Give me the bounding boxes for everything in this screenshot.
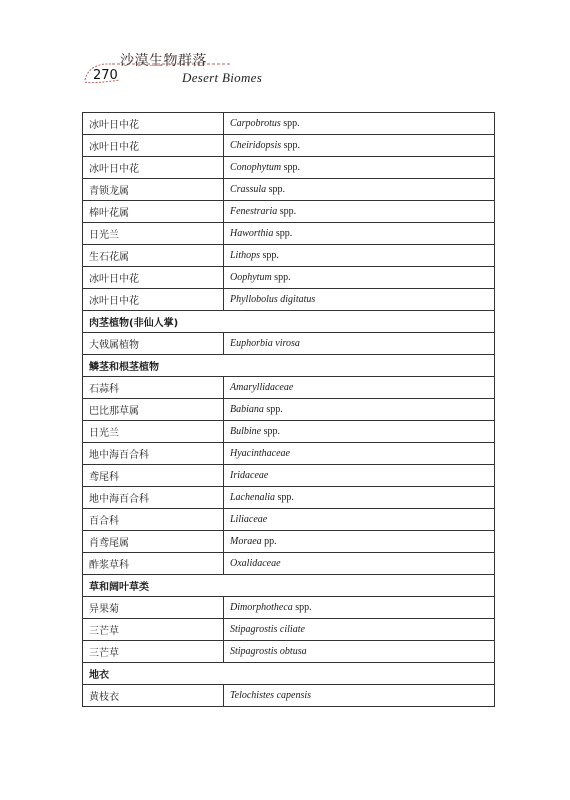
chinese-name-cell: 三芒草: [83, 619, 224, 641]
latin-suffix: spp.: [271, 272, 291, 283]
latin-genus: Phyllobolus digitatus: [230, 294, 316, 305]
table-row: [83, 267, 495, 289]
book-subtitle: Desert Biomes: [182, 70, 263, 85]
table-row: [83, 487, 495, 509]
table-row: [83, 531, 495, 553]
category-row: [83, 575, 495, 597]
category-heading: 草和阔叶草类: [83, 575, 495, 597]
latin-name-cell: [224, 619, 495, 641]
category-heading: 鳞茎和根茎植物: [83, 355, 495, 377]
latin-suffix: spp.: [292, 602, 312, 613]
chinese-name-cell: 日光兰: [83, 421, 224, 443]
latin-genus: Fenestraria: [230, 206, 278, 217]
chinese-name-cell: 异果菊: [83, 597, 224, 619]
table-row: [83, 509, 495, 531]
latin-genus: Telochistes capensis: [230, 690, 312, 701]
latin-name-cell: [224, 641, 495, 663]
chinese-name-cell: 青锁龙属: [83, 179, 224, 201]
latin-suffix: spp.: [263, 404, 283, 415]
latin-suffix: spp.: [275, 492, 294, 503]
table-row: [83, 399, 495, 421]
latin-name-cell: [224, 509, 495, 531]
chinese-name-cell: 冰叶日中花: [83, 135, 224, 157]
chinese-name-cell: 冰叶日中花: [83, 113, 224, 135]
table-row: [83, 201, 495, 223]
chinese-name-cell: 棒叶花属: [83, 201, 224, 223]
latin-suffix: spp.: [277, 206, 297, 217]
latin-suffix: spp.: [273, 228, 293, 239]
latin-genus: Conophytum: [230, 162, 282, 173]
table-row: [83, 465, 495, 487]
latin-name-cell: [224, 135, 495, 157]
chinese-name-cell: 生石花属: [83, 245, 224, 267]
latin-genus: Lachenalia: [230, 492, 275, 503]
chinese-name-cell: 三芒草: [83, 641, 224, 663]
category-row: [83, 311, 495, 333]
latin-name-cell: [224, 157, 495, 179]
table-row: [83, 333, 495, 355]
latin-genus: Oophytum: [230, 272, 272, 283]
latin-suffix: spp.: [280, 118, 300, 129]
latin-genus: Stipagrostis obtusa: [230, 646, 307, 657]
latin-genus: Crassula: [230, 184, 267, 195]
latin-name-cell: [224, 333, 495, 355]
chinese-name-cell: 黄枝衣: [83, 685, 224, 707]
latin-genus: Lithops: [230, 250, 261, 261]
latin-name-cell: [224, 245, 495, 267]
latin-genus: Amaryllidaceae: [230, 382, 294, 393]
table-row: [83, 135, 495, 157]
chinese-name-cell: 巴比那草属: [83, 399, 224, 421]
latin-suffix: spp.: [281, 162, 301, 173]
plant-species-table: [82, 112, 495, 707]
latin-name-cell: [224, 421, 495, 443]
chinese-name-cell: 冰叶日中花: [83, 157, 224, 179]
latin-genus: Cheiridopsis: [230, 140, 282, 151]
table-row: [83, 641, 495, 663]
book-title: 沙漠生物群落: [120, 53, 207, 69]
table-row: [83, 619, 495, 641]
chinese-name-cell: 冰叶日中花: [83, 289, 224, 311]
table-row: [83, 443, 495, 465]
latin-name-cell: [224, 685, 495, 707]
chinese-name-cell: 鸢尾科: [83, 465, 224, 487]
latin-name-cell: [224, 289, 495, 311]
latin-name-cell: [224, 443, 495, 465]
latin-genus: Stipagrostis ciliate: [230, 624, 305, 635]
table-row: [83, 223, 495, 245]
table-row: [83, 157, 495, 179]
category-row: [83, 355, 495, 377]
chinese-name-cell: 石蒜科: [83, 377, 224, 399]
table-row: [83, 245, 495, 267]
table-row: [83, 113, 495, 135]
chinese-name-cell: 肖鸢尾属: [83, 531, 224, 553]
latin-name-cell: [224, 267, 495, 289]
table-row: [83, 377, 495, 399]
latin-name-cell: [224, 377, 495, 399]
table-row: [83, 597, 495, 619]
header-decoration: [0, 0, 570, 110]
latin-genus: Euphorbia virosa: [230, 338, 300, 349]
latin-name-cell: [224, 465, 495, 487]
latin-name-cell: [224, 487, 495, 509]
page-number: 270: [93, 68, 118, 83]
chinese-name-cell: 地中海百合科: [83, 443, 224, 465]
page-header: [0, 0, 570, 110]
latin-name-cell: [224, 201, 495, 223]
chinese-name-cell: 百合科: [83, 509, 224, 531]
latin-name-cell: [224, 597, 495, 619]
latin-name-cell: [224, 553, 495, 575]
table-body: [83, 113, 495, 707]
table-row: [83, 421, 495, 443]
latin-name-cell: [224, 531, 495, 553]
table-row: [83, 179, 495, 201]
latin-name-cell: [224, 399, 495, 421]
latin-genus: Bulbine: [230, 426, 262, 437]
table-row: [83, 289, 495, 311]
category-heading: 地衣: [83, 663, 495, 685]
table-row: [83, 553, 495, 575]
latin-suffix: spp.: [266, 184, 286, 195]
latin-suffix: spp.: [260, 250, 279, 261]
chinese-name-cell: 大戟属植物: [83, 333, 224, 355]
latin-genus: Liliaceae: [230, 514, 268, 525]
latin-name-cell: [224, 223, 495, 245]
latin-genus: Iridaceae: [230, 470, 269, 481]
latin-genus: Oxalidaceae: [230, 558, 281, 569]
latin-suffix: pp.: [261, 536, 277, 547]
latin-name-cell: [224, 113, 495, 135]
latin-suffix: spp.: [261, 426, 281, 437]
latin-name-cell: [224, 179, 495, 201]
latin-genus: Dimorphotheca: [230, 602, 293, 613]
latin-genus: Moraea: [230, 536, 262, 547]
latin-genus: Babiana: [230, 404, 264, 415]
latin-genus: Haworthia: [230, 228, 274, 239]
table-row: [83, 685, 495, 707]
chinese-name-cell: 日光兰: [83, 223, 224, 245]
latin-genus: Carpobrotus: [230, 118, 281, 129]
chinese-name-cell: 酢浆草科: [83, 553, 224, 575]
latin-genus: Hyacinthaceae: [230, 448, 290, 459]
chinese-name-cell: 地中海百合科: [83, 487, 224, 509]
category-row: [83, 663, 495, 685]
category-heading: 肉茎植物(非仙人掌): [83, 311, 495, 333]
chinese-name-cell: 冰叶日中花: [83, 267, 224, 289]
latin-suffix: spp.: [281, 140, 301, 151]
